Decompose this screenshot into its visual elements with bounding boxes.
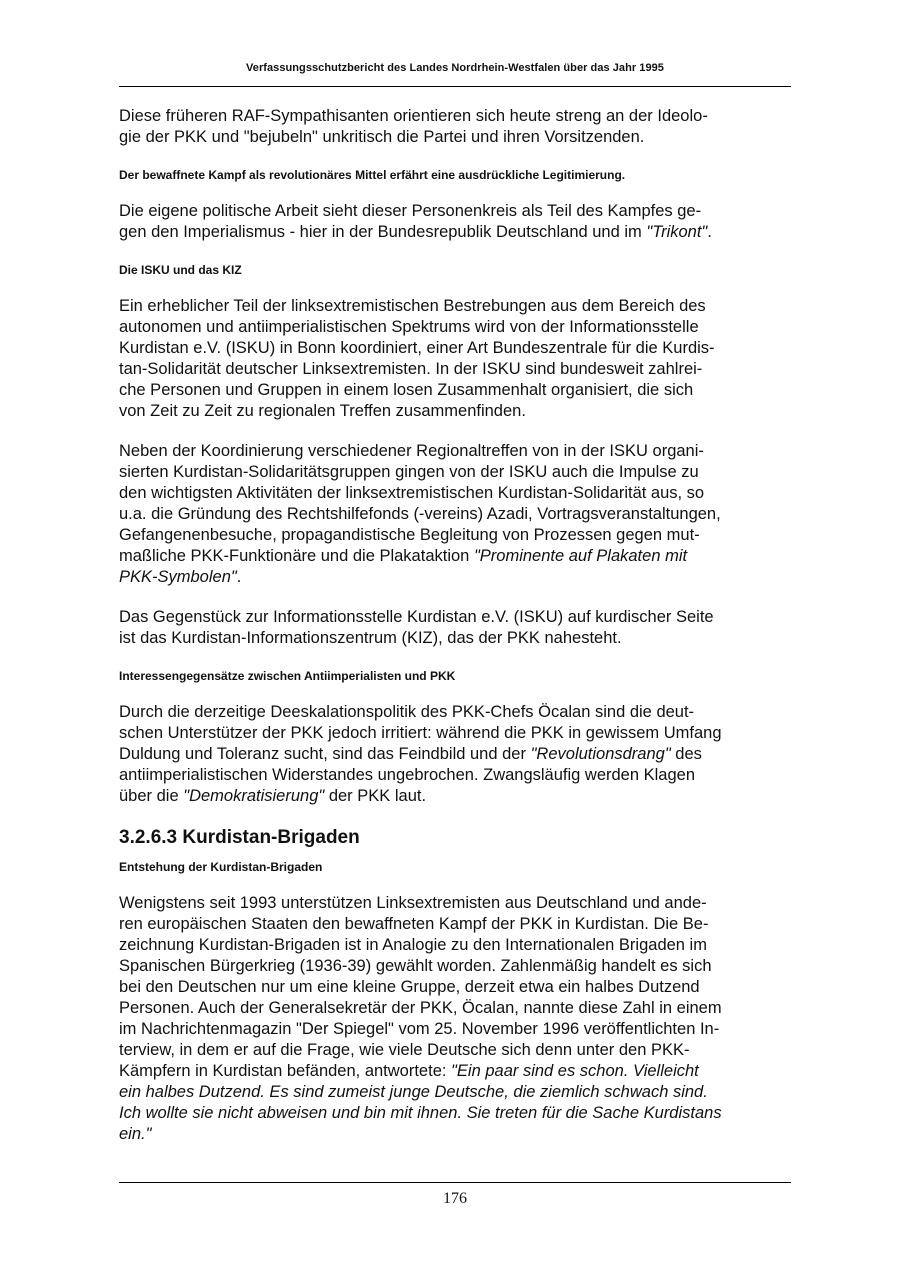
text-line: tan-Solidarität deutscher Linksextremisten. In der ISKU sind bundesweit zahlrei- bbox=[119, 360, 703, 378]
text-run: . bbox=[236, 568, 242, 586]
text-line: schen Unterstützer der PKK jedoch irritiert: während die PKK in gewissem Umfang bbox=[119, 724, 722, 742]
header-rule bbox=[119, 86, 791, 87]
text-line: ren europäischen Staaten den bewaffneten Kampf der PKK in Kurdistan. Die Be- bbox=[119, 915, 709, 933]
text-run: . bbox=[707, 223, 712, 241]
italic-quote: "Demokratisierung" bbox=[183, 787, 325, 805]
text-line: autonomen und antiimperialistischen Spektrums wird von der Informationsstelle bbox=[119, 318, 699, 336]
text-run: über die bbox=[119, 787, 184, 805]
text-line: von Zeit zu Zeit zu regionalen Treffen zusammenfinden. bbox=[119, 402, 526, 420]
footer-rule bbox=[119, 1182, 791, 1183]
page-number: 176 bbox=[443, 1190, 467, 1207]
paragraph-4 bbox=[119, 441, 791, 588]
running-header: Verfassungsschutzbericht des Landes Nordrhein-Westfalen über das Jahr 1995 bbox=[246, 62, 664, 74]
text-line: antiimperialistischen Widerstandes ungebrochen. Zwangsläufig werden Klagen bbox=[119, 766, 695, 784]
text-line: u.a. die Gründung des Rechtshilfefonds (-vereins) Azadi, Vortragsveranstaltungen, bbox=[119, 505, 721, 523]
text-run: Duldung und Toleranz sucht, sind das Feindbild und der bbox=[119, 745, 531, 763]
italic-quote: "Trikont" bbox=[646, 223, 708, 241]
text-run: maßliche PKK-Funktionäre und die Plakataktion bbox=[119, 547, 474, 565]
text-line: den wichtigsten Aktivitäten der linksextremistischen Kurdistan-Solidarität aus, so bbox=[119, 484, 705, 502]
text-line bbox=[119, 222, 791, 243]
paragraph-7 bbox=[119, 893, 791, 1145]
italic-quote: ein halbes Dutzend. Es sind zumeist junge Deutsche, die ziemlich schwach sind. bbox=[119, 1083, 708, 1101]
text-line: che Personen und Gruppen in einem losen Zusammenhalt organisiert, die sich bbox=[119, 381, 694, 399]
italic-quote: "Revolutionsdrang" bbox=[530, 745, 671, 763]
paragraph-2 bbox=[119, 201, 791, 243]
text-line: gie der PKK und "bejubeln" unkritisch die Partei und ihren Vorsitzenden. bbox=[119, 128, 645, 146]
text-line: Spanischen Bürgerkrieg (1936-39) gewählt worden. Zahlenmäßig handelt es sich bbox=[119, 957, 712, 975]
text-line: bei den Deutschen nur um eine kleine Gruppe, derzeit etwa ein halbes Dutzend bbox=[119, 978, 700, 996]
text-line: Ein erheblicher Teil der linksextremistischen Bestrebungen aus dem Bereich des bbox=[119, 297, 706, 315]
paragraph-5 bbox=[119, 607, 791, 649]
text-line: Wenigstens seit 1993 unterstützen Linksextremisten aus Deutschland und ande- bbox=[119, 894, 707, 912]
text-line: im Nachrichtenmagazin "Der Spiegel" vom 25. November 1996 veröffentlichten In- bbox=[119, 1020, 720, 1038]
subheading-origin: Entstehung der Kurdistan-Brigaden bbox=[119, 860, 323, 874]
italic-quote: "Prominente auf Plakaten mit bbox=[473, 547, 688, 565]
text-line: Personen. Auch der Generalsekretär der PKK, Öcalan, nannte diese Zahl in einem bbox=[119, 999, 722, 1017]
text-line bbox=[119, 546, 791, 567]
subheading-armed-struggle: Der bewaffnete Kampf als revolutionäres Mittel erfährt eine ausdrückliche Legitimierung. bbox=[119, 168, 626, 182]
text-line: Neben der Koordinierung verschiedener Regionaltreffen von in der ISKU organi- bbox=[119, 442, 704, 460]
text-run: gen den Imperialismus - hier in der Bundesrepublik Deutschland und im bbox=[119, 223, 647, 241]
text-line bbox=[119, 1061, 791, 1082]
text-line: Durch die derzeitige Deeskalationspolitik des PKK-Chefs Öcalan sind die deut- bbox=[119, 703, 695, 721]
text-run: des bbox=[670, 745, 702, 763]
page-content bbox=[119, 106, 791, 1164]
paragraph-3 bbox=[119, 296, 791, 422]
text-line: Die eigene politische Arbeit sieht dieser Personenkreis als Teil des Kampfes ge- bbox=[119, 202, 702, 220]
text-line: Das Gegenstück zur Informationsstelle Kurdistan e.V. (ISKU) auf kurdischer Seite bbox=[119, 608, 714, 626]
text-line bbox=[119, 567, 791, 588]
italic-quote: PKK-Symbolen" bbox=[119, 568, 237, 586]
paragraph-6 bbox=[119, 702, 791, 807]
subheading-conflicts: Interessengegensätze zwischen Antiimperialisten und PKK bbox=[119, 669, 456, 683]
paragraph-1 bbox=[119, 106, 791, 148]
italic-quote: ein." bbox=[119, 1125, 152, 1143]
subheading-isku-kiz: Die ISKU und das KIZ bbox=[119, 263, 242, 277]
text-line: ist das Kurdistan-Informationszentrum (KIZ), das der PKK nahesteht. bbox=[119, 629, 622, 647]
text-line: Kurdistan e.V. (ISKU) in Bonn koordiniert, einer Art Bundeszentrale für die Kurdis- bbox=[119, 339, 715, 357]
italic-quote: "Ein paar sind es schon. Vielleicht bbox=[451, 1062, 699, 1080]
section-heading: 3.2.6.3 Kurdistan-Brigaden bbox=[119, 827, 360, 848]
text-line: Diese früheren RAF-Sympathisanten orientieren sich heute streng an der Ideolo- bbox=[119, 107, 708, 125]
text-line: zeichnung Kurdistan-Brigaden ist in Analogie zu den Internationalen Brigaden im bbox=[119, 936, 707, 954]
text-line bbox=[119, 786, 791, 807]
text-run: der PKK laut. bbox=[324, 787, 427, 805]
text-line: terview, in dem er auf die Frage, wie viele Deutsche sich denn unter den PKK- bbox=[119, 1041, 690, 1059]
italic-quote: Ich wollte sie nicht abweisen und bin mit ihnen. Sie treten für die Sache Kurdistans bbox=[119, 1104, 722, 1122]
text-line: Gefangenenbesuche, propagandistische Begleitung von Prozessen gegen mut- bbox=[119, 526, 700, 544]
text-line: sierten Kurdistan-Solidaritätsgruppen gingen von der ISKU auch die Impulse zu bbox=[119, 463, 699, 481]
text-run: Kämpfern in Kurdistan befänden, antwortete: bbox=[119, 1062, 452, 1080]
text-line bbox=[119, 744, 791, 765]
